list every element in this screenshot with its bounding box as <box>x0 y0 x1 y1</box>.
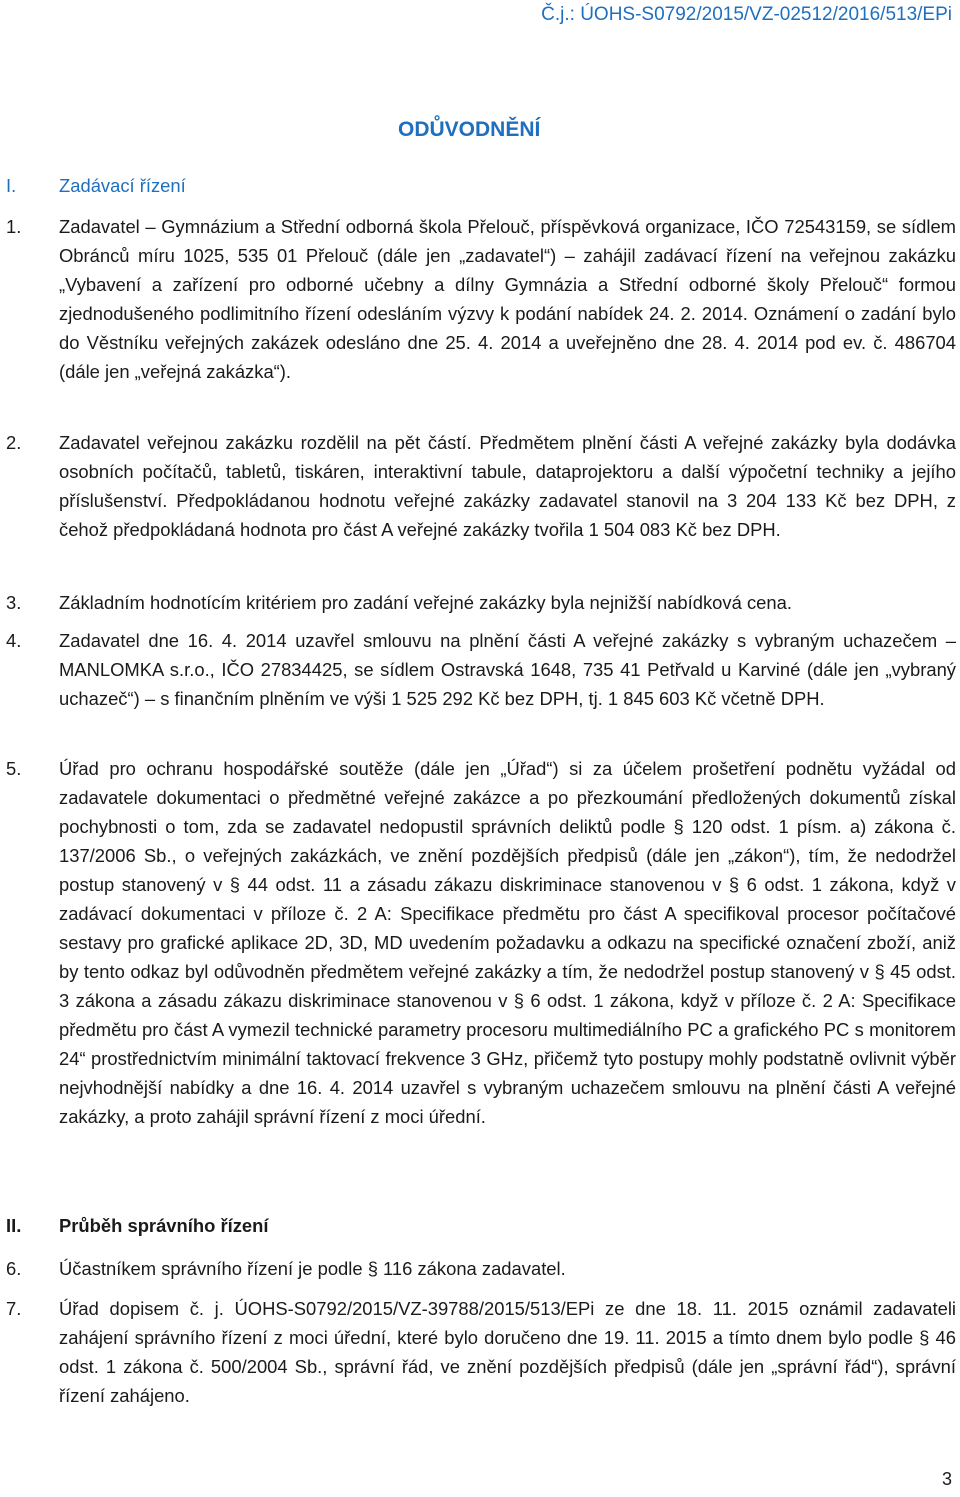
paragraph-4 <box>6 626 956 713</box>
paragraph-2 <box>6 428 956 544</box>
section-title: Zadávací řízení <box>59 175 186 196</box>
page-number: 3 <box>941 1469 952 1489</box>
section-heading-1 <box>6 172 956 200</box>
section-title: Průběh správního řízení <box>59 1215 269 1236</box>
paragraph-6 <box>6 1254 956 1283</box>
paragraph-5 <box>6 754 956 1131</box>
paragraph-number: 2. <box>6 432 22 453</box>
paragraph-text: Úřad pro ochranu hospodářské soutěže (dále jen „Úřad“) si za účelem prošetření podnětu vyžádal od zadavatele dokumentaci o předmětné veřejné zakázce a po přezkoumání předložených dokumentů získal pochybnosti o tom, zda se zadavatel nedopustil správních deliktů podle § 120 odst. 1 písm. a) zákona č. 137/2006 Sb., o veřejných zakázkách, ve znění pozdějších předpisů (dále jen „zákon“), tím, že nedodržel postup stanovený v § 44 odst. 11 a zásadu zákazu diskriminace stanovenou v § 6 odst. 1 zákona, když v zadávací dokumentaci v příloze č. 2 A: Specifikace předmětu pro část A specifikoval procesor počítačové sestavy pro grafické aplikace 2D, 3D, MD uvedením požadavku a odkazu na specifické označení zboží, aniž by tento odkaz byl odůvodněn předmětem veřejné zakázky a tím, že nedodržel postup stanovený v § 45 odst. 3 zákona a zásadu zákazu diskriminace stanovenou v § 6 odst. 1 zákona, když v příloze č. 2 A: Specifikace předmětu pro část A vymezil technické parametry procesoru multimediálního PC a grafického PC s monitorem 24“ prostřednictvím minimální taktovací frekvence 3 GHz, přičemž tyto postupy mohly podstatně ovlivnit výběr nejvhodnější nabídky a dne 16. 4. 2014 uzavřel s vybraným uchazečem smlouvu na plnění části A veřejné zakázky, a proto zahájil správní řízení z moci úřední. <box>59 758 956 1127</box>
paragraph-text: Účastníkem správního řízení je podle § 116 zákona zadavatel. <box>59 1258 566 1279</box>
document-reference: Č.j.: ÚOHS-S0792/2015/VZ-02512/2016/513/EPi <box>541 4 952 25</box>
paragraph-number: 4. <box>6 630 22 651</box>
document-title: ODŮVODNĚNÍ <box>398 118 541 141</box>
paragraph-text: Základním hodnotícím kritériem pro zadání veřejné zakázky byla nejnižší nabídková cena. <box>59 592 792 613</box>
paragraph-number: 3. <box>6 592 22 613</box>
section-number: I. <box>6 175 17 196</box>
paragraph-7 <box>6 1294 956 1410</box>
paragraph-text: Úřad dopisem č. j. ÚOHS-S0792/2015/VZ-39788/2015/513/EPi ze dne 18. 11. 2015 oznámil zadavateli zahájení správního řízení z moci úřední, které bylo doručeno dne 19. 11. 2015 a tímto dnem bylo podle § 46 odst. 1 zákona č. 500/2004 Sb., správní řád, ve znění pozdějších předpisů (dále jen „správní řád“), správní řízení zahájeno. <box>59 1298 956 1406</box>
paragraph-text: Zadavatel veřejnou zakázku rozdělil na pět částí. Předmětem plnění části A veřejné zakázky byla dodávka osobních počítačů, tabletů, tiskáren, interaktivní tabule, dataprojektoru a další výpočetní techniky a jejího příslušenství. Předpokládanou hodnotu veřejné zakázky zadavatel stanovil na 3 204 133 Kč bez DPH, z čehož předpokládaná hodnota pro část A veřejné zakázky tvořila 1 504 083 Kč bez DPH. <box>59 432 956 540</box>
paragraph-1 <box>6 212 956 386</box>
section-heading-2 <box>6 1212 956 1240</box>
section-number: II. <box>6 1215 22 1236</box>
paragraph-3 <box>6 588 956 617</box>
paragraph-number: 5. <box>6 758 22 779</box>
paragraph-text: Zadavatel – Gymnázium a Střední odborná škola Přelouč, příspěvková organizace, IČO 72543159, se sídlem Obránců míru 1025, 535 01 Přelouč (dále jen „zadavatel“) – zahájil zadávací řízení na veřejnou zakázku „Vybavení a zařízení pro odborné učebny a dílny Gymnázia a Střední odborné školy Přelouč“ formou zjednodušeného podlimitního řízení odesláním výzvy k podání nabídek 24. 2. 2014. Oznámení o zadání bylo do Věstníku veřejných zakázek odesláno dne 25. 4. 2014 a uveřejněno dne 28. 4. 2014 pod ev. č. 486704 (dále jen „veřejná zakázka“). <box>59 216 956 382</box>
paragraph-number: 7. <box>6 1298 22 1319</box>
paragraph-number: 6. <box>6 1258 22 1279</box>
paragraph-text: Zadavatel dne 16. 4. 2014 uzavřel smlouvu na plnění části A veřejné zakázky s vybraným uchazečem – MANLOMKA s.r.o., IČO 27834425, se sídlem Ostravská 1648, 735 41 Petřvald u Karviné (dále jen „vybraný uchazeč“) – s finančním plněním ve výši 1 525 292 Kč bez DPH, tj. 1 845 603 Kč včetně DPH. <box>59 630 956 709</box>
paragraph-number: 1. <box>6 216 22 237</box>
